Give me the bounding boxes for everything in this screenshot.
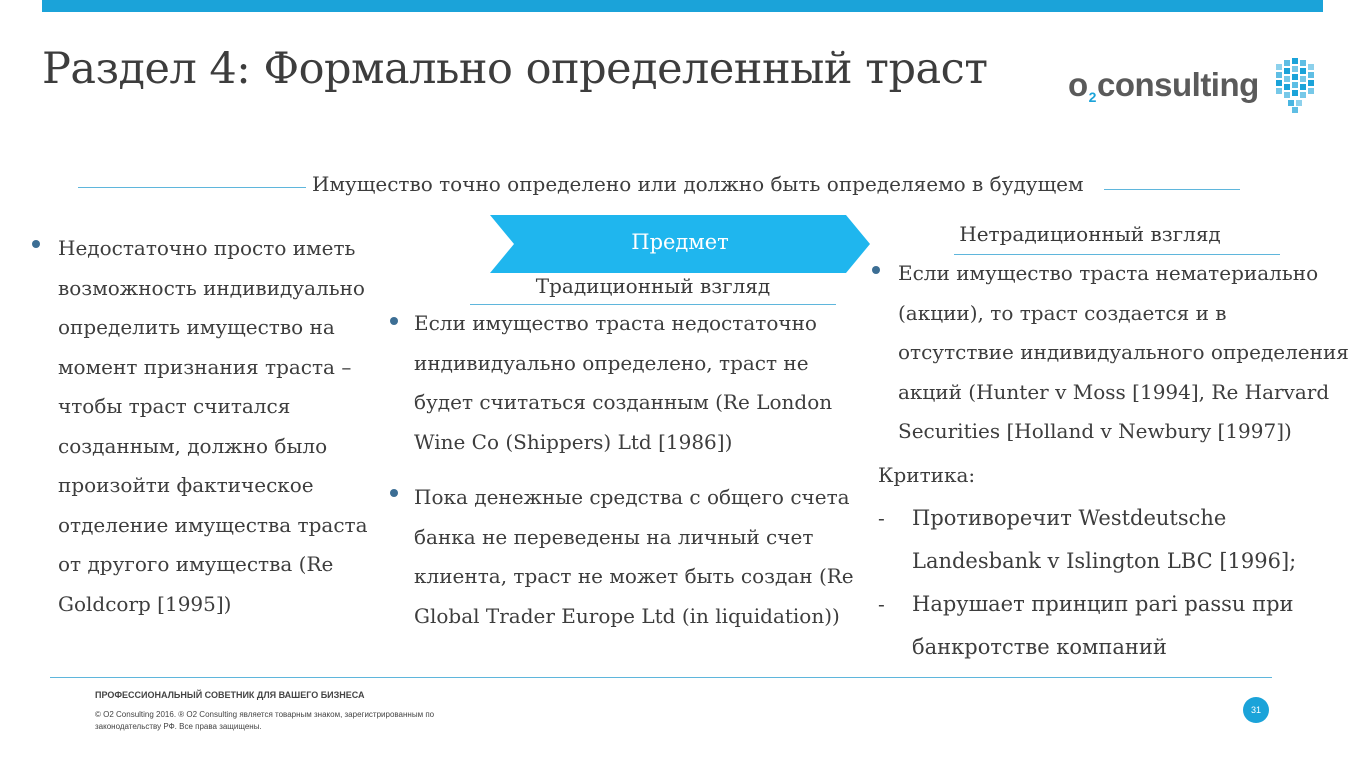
middle-bullet-2-text: Пока денежные средства с общего счета банка не переведены на личный счет клиента, траст не может быть создан (Re Global Trader Europe Ltd (in liquidation)) [414,485,854,628]
critique-label: Критика: [878,463,976,487]
subtitle-rule-right [1104,189,1240,190]
nontraditional-view-heading: Нетрадиционный взгляд [959,222,1221,246]
chevron-label: Предмет [631,230,729,254]
critique-dash-2: - [878,592,885,616]
top-accent-bar [42,0,1323,12]
slide-subtitle: Имущество точно определено или должно быть определяемо в будущем [312,172,1084,196]
subtitle-rule-left [78,187,306,188]
right-bullet [872,266,880,274]
traditional-view-heading: Традиционный взгляд [535,274,771,298]
middle-bullet-2 [390,489,398,497]
critique-dash-1: - [878,506,885,530]
left-bullet-text: Недостаточно просто иметь возможность индивидуально определить имущество на момент признания траста – чтобы траст считался созданным, должно было произойти фактическое отделение имущества траста от другого имущества (Re Goldcorp [1995]) [58,236,368,616]
left-bullet [32,240,40,248]
slide-title: Раздел 4: Формально определенный траст [42,44,988,94]
logo-shield-icon [1274,56,1316,114]
footer-tagline: ПРОФЕССИОНАЛЬНЫЙ СОВЕТНИК ДЛЯ ВАШЕГО БИЗНЕСА [95,690,365,700]
middle-bullet-1-text: Если имущество траста недостаточно индивидуально определено, траст не будет считаться созданным (Re London Wine Co (Shippers) Ltd [1986]) [414,311,833,454]
middle-bullet-1 [390,317,398,325]
footer-copyright: © O2 Consulting 2016. ® O2 Consulting является товарным знаком, зарегистрированным по законодательству РФ. Все права защищены. [95,710,435,731]
right-bullet-text: Если имущество траста нематериально (акции), то траст создается и в отсутствие индивидуального определения акций (Hunter v Moss [1994], Re Harvard Securities [Holland v Newbury [1997]) [898,261,1349,443]
critique-item-2: Нарушает принцип pari passu при банкротстве компаний [912,592,1294,659]
footer-rule [50,677,1272,678]
critique-item-1: Противоречит Westdeutsche Landesbank v Islington LBC [1996]; [912,506,1297,573]
company-logo [1068,56,1298,116]
page-number-badge: 31 [1243,697,1269,723]
logo-wordmark: $o_2consulting$ [1068,66,1259,105]
